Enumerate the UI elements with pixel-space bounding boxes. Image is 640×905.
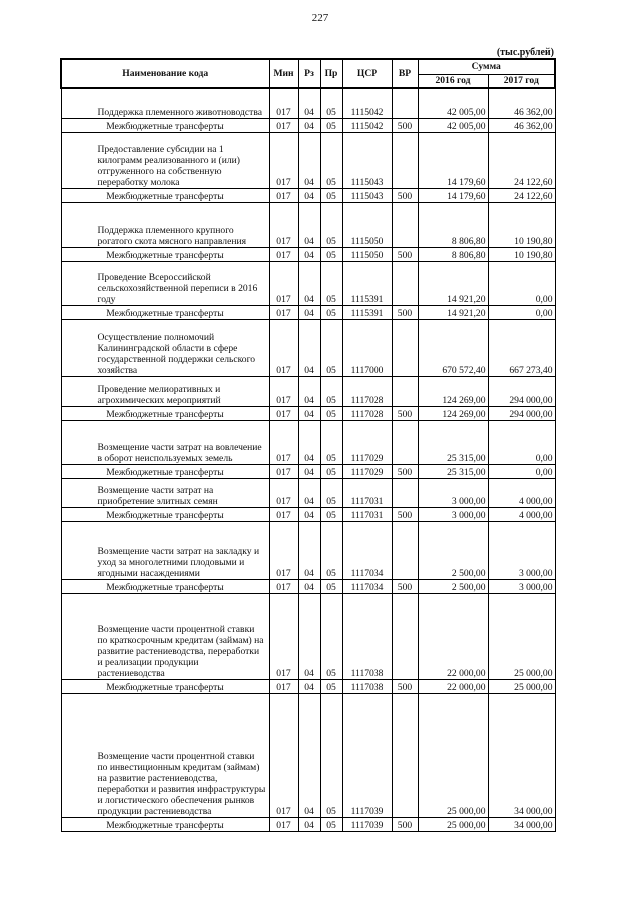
cell-rz: 04 (298, 88, 320, 118)
cell-min: 017 (269, 319, 298, 376)
cell-rz: 04 (298, 261, 320, 305)
cell-name: Межбюджетные трансферты (61, 188, 269, 202)
cell-csr: 1115042 (342, 118, 392, 132)
cell-rz: 04 (298, 202, 320, 247)
cell-2016: 8 806,80 (418, 247, 488, 261)
cell-min: 017 (269, 88, 298, 118)
cell-csr: 1115050 (342, 202, 392, 247)
table-row (61, 319, 555, 376)
table-row-transfer (61, 188, 555, 202)
cell-min: 017 (269, 376, 298, 406)
cell-min: 017 (269, 406, 298, 420)
cell-2017: 0,00 (488, 464, 555, 478)
cell-2017: 3 000,00 (488, 521, 555, 579)
header-name: Наименование кода (61, 59, 269, 88)
cell-rz: 04 (298, 579, 320, 593)
cell-name: Поддержка племенного животноводства (61, 88, 269, 118)
cell-csr: 1115042 (342, 88, 392, 118)
cell-csr: 1115391 (342, 305, 392, 319)
cell-min: 017 (269, 817, 298, 831)
cell-2017: 24 122,60 (488, 188, 555, 202)
cell-vr: 500 (392, 817, 418, 831)
cell-vr (392, 202, 418, 247)
cell-2017: 25 000,00 (488, 679, 555, 693)
cell-2017: 46 362,00 (488, 88, 555, 118)
cell-vr: 500 (392, 507, 418, 521)
cell-name: Межбюджетные трансферты (61, 817, 269, 831)
cell-vr (392, 319, 418, 376)
header-year-2017: 2017 год (488, 74, 555, 88)
cell-2016: 42 005,00 (418, 88, 488, 118)
cell-pr: 05 (320, 464, 342, 478)
cell-rz: 04 (298, 118, 320, 132)
cell-rz: 04 (298, 521, 320, 579)
cell-vr (392, 420, 418, 464)
cell-csr: 1117031 (342, 478, 392, 507)
cell-2017: 34 000,00 (488, 817, 555, 831)
cell-2017: 46 362,00 (488, 118, 555, 132)
cell-rz: 04 (298, 593, 320, 679)
cell-2017: 294 000,00 (488, 376, 555, 406)
cell-rz: 04 (298, 376, 320, 406)
cell-2016: 14 179,60 (418, 132, 488, 188)
cell-vr: 500 (392, 679, 418, 693)
cell-pr: 05 (320, 247, 342, 261)
cell-vr (392, 132, 418, 188)
table-row-transfer (61, 579, 555, 593)
cell-name: Возмещение части затрат на вовлечение в оборот неиспользуемых земель (61, 420, 269, 464)
cell-name: Межбюджетные трансферты (61, 679, 269, 693)
cell-2017: 667 273,40 (488, 319, 555, 376)
cell-2017: 294 000,00 (488, 406, 555, 420)
cell-rz: 04 (298, 679, 320, 693)
cell-2016: 124 269,00 (418, 376, 488, 406)
cell-min: 017 (269, 305, 298, 319)
cell-pr: 05 (320, 593, 342, 679)
cell-min: 017 (269, 679, 298, 693)
cell-name: Проведение Всероссийской сельскохозяйственной переписи в 2016 году (61, 261, 269, 305)
cell-rz: 04 (298, 319, 320, 376)
cell-pr: 05 (320, 261, 342, 305)
cell-rz: 04 (298, 693, 320, 817)
cell-vr: 500 (392, 579, 418, 593)
cell-vr: 500 (392, 406, 418, 420)
cell-2017: 25 000,00 (488, 593, 555, 679)
cell-vr: 500 (392, 305, 418, 319)
cell-vr (392, 261, 418, 305)
cell-2017: 10 190,80 (488, 247, 555, 261)
cell-min: 017 (269, 478, 298, 507)
cell-csr: 1115043 (342, 132, 392, 188)
cell-2017: 3 000,00 (488, 579, 555, 593)
cell-pr: 05 (320, 188, 342, 202)
table-body (61, 88, 555, 831)
cell-rz: 04 (298, 507, 320, 521)
header-year-2016: 2016 год (418, 74, 488, 88)
cell-rz: 04 (298, 188, 320, 202)
cell-pr: 05 (320, 132, 342, 188)
cell-vr (392, 478, 418, 507)
header-min: Мин (269, 59, 298, 88)
cell-pr: 05 (320, 88, 342, 118)
cell-2016: 2 500,00 (418, 579, 488, 593)
cell-name: Межбюджетные трансферты (61, 464, 269, 478)
cell-2016: 25 000,00 (418, 693, 488, 817)
header-vr: ВР (392, 59, 418, 88)
cell-rz: 04 (298, 247, 320, 261)
cell-csr: 1117028 (342, 406, 392, 420)
cell-2016: 14 921,20 (418, 261, 488, 305)
table-row (61, 261, 555, 305)
cell-min: 017 (269, 521, 298, 579)
cell-csr: 1117039 (342, 817, 392, 831)
cell-vr (392, 693, 418, 817)
cell-2017: 4 000,00 (488, 507, 555, 521)
cell-2017: 0,00 (488, 305, 555, 319)
cell-2017: 34 000,00 (488, 693, 555, 817)
cell-vr (392, 593, 418, 679)
cell-min: 017 (269, 118, 298, 132)
cell-pr: 05 (320, 693, 342, 817)
cell-vr (392, 376, 418, 406)
cell-name: Предоставление субсидии на 1 килограмм реализованного и (или) отгруженного на собственную переработку молока (61, 132, 269, 188)
cell-min: 017 (269, 507, 298, 521)
header-pr: Пр (320, 59, 342, 88)
cell-name: Межбюджетные трансферты (61, 579, 269, 593)
cell-name: Межбюджетные трансферты (61, 118, 269, 132)
table-row (61, 478, 555, 507)
table-row (61, 376, 555, 406)
table-row (61, 132, 555, 188)
cell-2017: 10 190,80 (488, 202, 555, 247)
cell-name: Возмещение части процентной ставки по краткосрочным кредитам (займам) на развитие растениеводства, переработки и реализации продукции растениеводства (61, 593, 269, 679)
header-sum: Сумма (418, 59, 555, 74)
cell-2017: 0,00 (488, 420, 555, 464)
cell-pr: 05 (320, 118, 342, 132)
cell-vr: 500 (392, 118, 418, 132)
cell-rz: 04 (298, 817, 320, 831)
cell-2016: 25 315,00 (418, 464, 488, 478)
cell-2016: 124 269,00 (418, 406, 488, 420)
cell-rz: 04 (298, 305, 320, 319)
cell-pr: 05 (320, 521, 342, 579)
cell-pr: 05 (320, 817, 342, 831)
cell-pr: 05 (320, 376, 342, 406)
cell-pr: 05 (320, 579, 342, 593)
table-row (61, 521, 555, 579)
cell-name: Поддержка племенного крупного рогатого скота мясного направления (61, 202, 269, 247)
cell-2016: 670 572,40 (418, 319, 488, 376)
header-rz: Рз (298, 59, 320, 88)
cell-min: 017 (269, 593, 298, 679)
cell-2016: 25 000,00 (418, 817, 488, 831)
table-row (61, 88, 555, 118)
cell-csr: 1117038 (342, 679, 392, 693)
cell-min: 017 (269, 202, 298, 247)
table-row-transfer (61, 817, 555, 831)
table-row-transfer (61, 118, 555, 132)
table-row-transfer (61, 679, 555, 693)
table-row-transfer (61, 406, 555, 420)
cell-pr: 05 (320, 319, 342, 376)
cell-min: 017 (269, 188, 298, 202)
cell-2016: 14 179,60 (418, 188, 488, 202)
cell-name: Возмещение части процентной ставки по инвестиционным кредитам (займам) на развитие растениеводства, переработки и развития инфраструктуры и логистического обеспечения рынков продукции растениеводства (61, 693, 269, 817)
cell-2016: 3 000,00 (418, 507, 488, 521)
table-row-transfer (61, 507, 555, 521)
cell-rz: 04 (298, 464, 320, 478)
cell-name: Межбюджетные трансферты (61, 305, 269, 319)
cell-pr: 05 (320, 305, 342, 319)
cell-2016: 8 806,80 (418, 202, 488, 247)
cell-2016: 14 921,20 (418, 305, 488, 319)
cell-vr: 500 (392, 464, 418, 478)
cell-vr (392, 521, 418, 579)
cell-2016: 42 005,00 (418, 118, 488, 132)
cell-2016: 22 000,00 (418, 593, 488, 679)
cell-vr (392, 88, 418, 118)
cell-rz: 04 (298, 406, 320, 420)
cell-name: Проведение мелиоративных и агрохимических мероприятий (61, 376, 269, 406)
cell-csr: 1115391 (342, 261, 392, 305)
cell-name: Осуществление полномочий Калининградской области в сфере государственной поддержки сельского хозяйства (61, 319, 269, 376)
cell-min: 017 (269, 420, 298, 464)
cell-csr: 1117000 (342, 319, 392, 376)
cell-2016: 2 500,00 (418, 521, 488, 579)
cell-csr: 1115050 (342, 247, 392, 261)
cell-csr: 1117034 (342, 521, 392, 579)
cell-vr: 500 (392, 247, 418, 261)
cell-2016: 3 000,00 (418, 478, 488, 507)
units-label: (тыс.рублей) (496, 47, 554, 58)
cell-csr: 1117038 (342, 593, 392, 679)
cell-min: 017 (269, 247, 298, 261)
table-row (61, 202, 555, 247)
cell-name: Межбюджетные трансферты (61, 507, 269, 521)
table-row-transfer (61, 305, 555, 319)
cell-2017: 4 000,00 (488, 478, 555, 507)
cell-rz: 04 (298, 420, 320, 464)
cell-csr: 1115043 (342, 188, 392, 202)
cell-name: Межбюджетные трансферты (61, 406, 269, 420)
cell-name: Возмещение части затрат на закладку и уход за многолетними плодовыми и ягодными насаждениями (61, 521, 269, 579)
cell-csr: 1117029 (342, 464, 392, 478)
cell-2017: 24 122,60 (488, 132, 555, 188)
header-csr: ЦСР (342, 59, 392, 88)
cell-2016: 25 315,00 (418, 420, 488, 464)
cell-csr: 1117031 (342, 507, 392, 521)
cell-rz: 04 (298, 132, 320, 188)
cell-pr: 05 (320, 420, 342, 464)
cell-vr: 500 (392, 188, 418, 202)
budget-table (60, 58, 556, 832)
page-number: 227 (311, 12, 329, 24)
cell-pr: 05 (320, 507, 342, 521)
cell-name: Межбюджетные трансферты (61, 247, 269, 261)
cell-2016: 22 000,00 (418, 679, 488, 693)
cell-min: 017 (269, 464, 298, 478)
cell-pr: 05 (320, 679, 342, 693)
table-row (61, 420, 555, 464)
cell-csr: 1117039 (342, 693, 392, 817)
table-row-transfer (61, 247, 555, 261)
cell-pr: 05 (320, 406, 342, 420)
cell-min: 017 (269, 579, 298, 593)
table-row (61, 593, 555, 679)
cell-csr: 1117034 (342, 579, 392, 593)
cell-pr: 05 (320, 202, 342, 247)
cell-name: Возмещение части затрат на приобретение элитных семян (61, 478, 269, 507)
cell-min: 017 (269, 132, 298, 188)
table-row-transfer (61, 464, 555, 478)
cell-csr: 1117029 (342, 420, 392, 464)
table-row (61, 693, 555, 817)
cell-csr: 1117028 (342, 376, 392, 406)
cell-min: 017 (269, 693, 298, 817)
cell-pr: 05 (320, 478, 342, 507)
cell-2017: 0,00 (488, 261, 555, 305)
cell-rz: 04 (298, 478, 320, 507)
cell-min: 017 (269, 261, 298, 305)
